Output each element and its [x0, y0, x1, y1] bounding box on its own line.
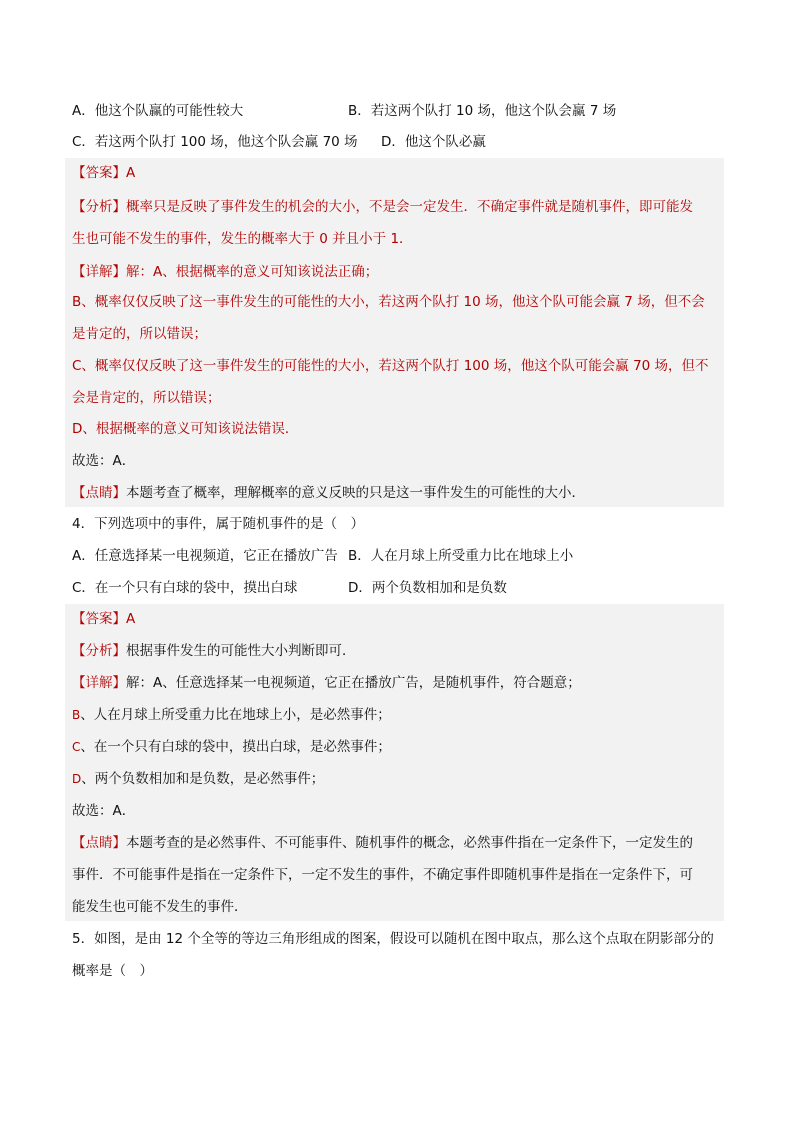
q4-detail-line-4: D、两个负数相加和是负数，是必然事件； [72, 771, 325, 787]
q4-analysis-tag: 【分析】 [72, 643, 126, 659]
q3-detail-line-4: C、概率仅仅反映了这一事件发生的可能性的大小，若这两个队打 100 场，他这个队可能会赢 70 场，但不 [72, 358, 709, 374]
q5-stem-line-2: 概率是（ ） [72, 963, 153, 979]
q4-detail-text-2: 、人在月球上所受重力比在地球上小，是必然事件； [80, 707, 391, 723]
q3-comment [72, 483, 585, 503]
q3-analysis-line-1 [72, 197, 693, 217]
q3-analysis-line-2: 生也可能不发生的事件，发生的概率大于 0 并且小于 1． [72, 231, 413, 247]
q3-choose: 故选：A． [72, 453, 136, 469]
q3-analysis-tag: 【分析】 [72, 199, 126, 215]
q4-option-d: D．两个负数相加和是负数 [348, 580, 507, 596]
q3-detail-line-3: 是肯定的，所以错误； [72, 326, 207, 342]
q4-detail-line-1 [72, 673, 581, 693]
q4-detail-text-1: 解：A、任意选择某一电视频道，它正在播放广告，是随机事件，符合题意； [126, 675, 581, 691]
q3-comment-text: 本题考查了概率，理解概率的意义反映的只是这一事件发生的可能性的大小． [126, 485, 585, 501]
q3-detail-line-2: B、概率仅仅反映了这一事件发生的可能性的大小，若这两个队打 10 场，他这个队可能会赢 7 场，但不会 [72, 294, 705, 310]
q4-comment-text-1: 本题考查的是必然事件、不可能事件、随机事件的概念，必然事件指在一定条件下，一定发生的 [126, 835, 693, 851]
q4-answer-value: A [126, 611, 136, 627]
q4-detail-text-3: 、在一个只有白球的袋中，摸出白球，是必然事件； [80, 739, 391, 755]
q3-detail-text-1: 解：A、根据概率的意义可知该说法正确； [126, 264, 379, 280]
q4-detail-line-2: B、人在月球上所受重力比在地球上小，是必然事件； [72, 707, 391, 723]
q4-analysis-text: 根据事件发生的可能性大小判断即可． [126, 643, 356, 659]
q3-detail-line-6: D、根据概率的意义可知该说法错误． [72, 421, 299, 437]
q4-answer [72, 609, 135, 629]
q4-choose: 故选：A． [72, 803, 136, 819]
q4-option-c: C．在一个只有白球的袋中，摸出白球 [72, 580, 298, 596]
q4-stem: 4．下列选项中的事件，属于随机事件的是（ ） [72, 516, 365, 532]
q4-comment-line-1 [72, 833, 693, 853]
q3-answer [72, 163, 135, 183]
q4-detail-text-4: 、两个负数相加和是负数，是必然事件； [81, 771, 325, 787]
q3-answer-tag: 【答案】 [72, 165, 126, 181]
q3-comment-tag: 【点睛】 [72, 485, 126, 501]
q4-comment-tag: 【点睛】 [72, 835, 126, 851]
q3-option-c: C．若这两个队打 100 场，他这个队会赢 70 场 [72, 134, 358, 150]
q3-option-d: D．他这个队必赢 [381, 134, 486, 150]
q4-option-a: A．任意选择某一电视频道，它正在播放广告 [72, 548, 338, 564]
q4-comment-line-2: 事件．不可能事件是指在一定条件下，一定不发生的事件，不确定事件即随机事件是指在一定条件下，可 [72, 867, 693, 883]
q3-option-a: A．他这个队赢的可能性较大 [72, 103, 244, 119]
q3-detail-line-1 [72, 262, 378, 282]
q3-analysis-text-1: 概率只是反映了事件发生的机会的大小，不是会一定发生．不确定事件就是随机事件，即可能发 [126, 199, 693, 215]
q4-option-b: B．人在月球上所受重力比在地球上小 [348, 548, 574, 564]
q5-stem-line-1: 5．如图，是由 12 个全等的等边三角形组成的图案，假设可以随机在图中取点，那么这个点取在阴影部分的 [72, 931, 714, 947]
q3-detail-line-5: 会是肯定的，所以错误； [72, 390, 221, 406]
q4-detail-line-3: C、在一个只有白球的袋中，摸出白球，是必然事件； [72, 739, 391, 755]
q4-analysis [72, 641, 356, 661]
q4-detail-tag: 【详解】 [72, 675, 126, 691]
q4-answer-tag: 【答案】 [72, 611, 126, 627]
q3-detail-tag: 【详解】 [72, 264, 126, 280]
q3-option-b: B．若这两个队打 10 场，他这个队会赢 7 场 [348, 103, 617, 119]
q3-answer-value: A [126, 165, 136, 181]
q4-comment-line-3: 能发生也可能不发生的事件． [72, 899, 248, 915]
